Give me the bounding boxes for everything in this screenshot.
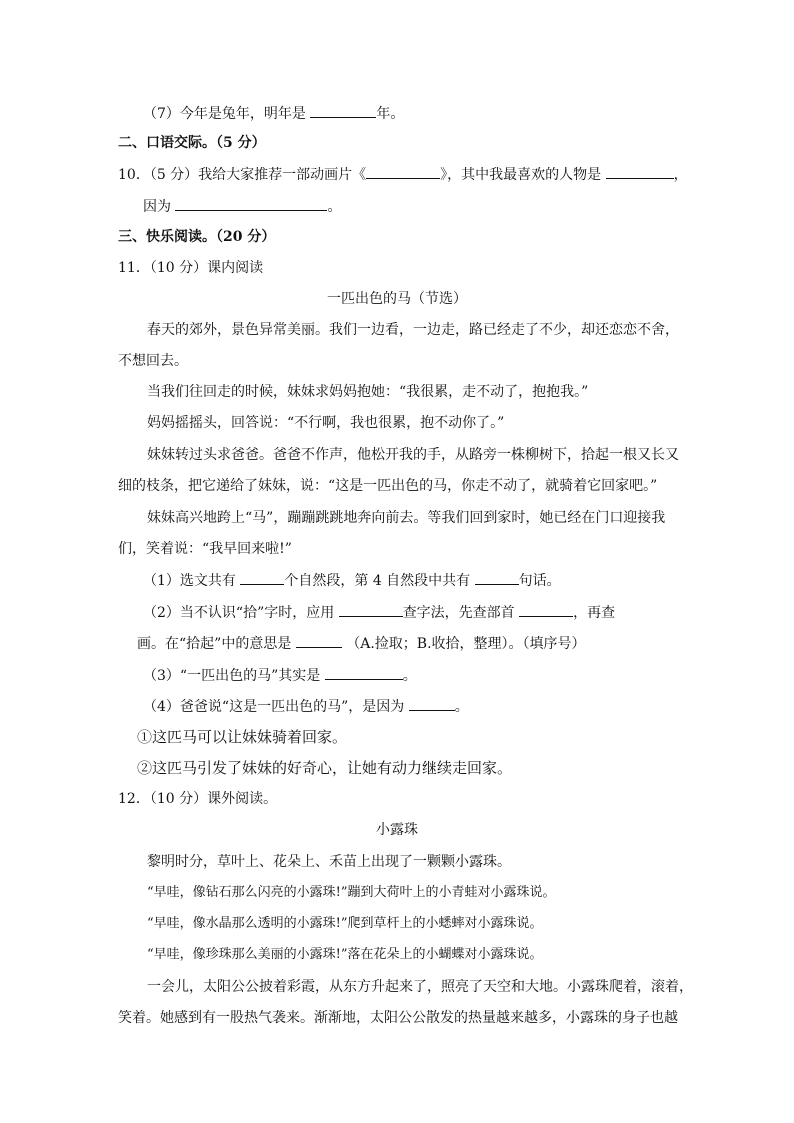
q11-option-2[interactable]: ②这匹马引发了妹妹的好奇心，让她有动力继续走回家。	[137, 759, 513, 777]
q12-para-line: “早哇，像钻石那么闪亮的小露珠!”蹦到大荷叶上的小青蛙对小露珠说。	[147, 885, 556, 900]
q10-blank-film[interactable]	[366, 164, 440, 179]
q10-text-c: ，	[673, 167, 688, 183]
q7-text-before: （7）今年是兔年，明年是	[143, 106, 306, 122]
q10-text-b: 》，其中我最喜欢的人物是	[440, 167, 602, 183]
q10-blank-reason[interactable]	[175, 196, 327, 211]
q11-sub3-a: （3）“一匹出色的马”其实是	[143, 668, 321, 684]
q11-para-line: 当我们往回走的时候，妹妹求妈妈抱她：“我很累，走不动了，抱抱我。”	[147, 384, 589, 400]
q11-sub1-b: 个自然段，第 4 自然段中共有	[284, 573, 471, 589]
q11-heading: 11．（10 分）课内阅读	[118, 260, 264, 276]
q11-sub1-a: （1）选文共有	[143, 573, 236, 589]
q11-title: 一匹出色的马（节选）	[327, 291, 467, 307]
q10-text-end: 。	[327, 199, 342, 215]
q10-text-a: 10．（5 分）我给大家推荐一部动画片《	[118, 167, 367, 183]
q11-sub1-blank2[interactable]	[475, 570, 519, 585]
q11-sub4-b: 。	[454, 699, 469, 715]
q11-para-line: 细的枝条，把它递给了妹妹，说：“这是一匹出色的马，你走不动了，就骑着它回家吧。”	[118, 478, 658, 494]
q12-para-line: “早哇，像珍珠那么美丽的小露珠!”落在花朵上的小蝴蝶对小露珠说。	[147, 947, 543, 962]
section3-heading: 三、快乐阅读。（20 分）	[118, 229, 276, 245]
q12-para-line: 一会儿，太阳公公披着彩霞，从东方升起来了，照亮了天空和大地。小露珠爬着，滚着，	[147, 979, 693, 995]
q11-sub2-d: 画。在“拾起”中的意思是	[137, 636, 292, 652]
q11-sub1-c: 句话。	[518, 573, 561, 589]
q11-sub3	[143, 665, 417, 686]
q7-line	[143, 103, 404, 124]
q12-heading: 12．（10 分）课外阅读。	[118, 791, 278, 807]
q11-option-1[interactable]: ①这匹马可以让妹妹骑着回家。	[137, 728, 348, 746]
q11-sub2-blank-meaning[interactable]	[296, 633, 342, 648]
q12-para-line: 笑着。她感到有一股热气袭来。渐渐地，太阳公公散发的热量越来越多，小露珠的身子也越	[118, 1010, 678, 1026]
q11-sub2-blank-radical[interactable]	[519, 602, 573, 617]
q12-para-line: “早哇，像水晶那么透明的小露珠!”爬到草杆上的小蟋蟀对小露珠说。	[147, 916, 543, 931]
q11-para-line: 妹妹转过头求爸爸。爸爸不作声，他松开我的手，从路旁一株柳树下，拾起一根又长又	[147, 447, 679, 463]
q11-para-line: 妈妈摇摇头，回答说：“不行啊，我也很累，抱不动你了。”	[147, 415, 505, 431]
q11-sub1-blank1[interactable]	[240, 570, 284, 585]
q11-para-line: 们，笑着说：“我早回来啦!”	[118, 541, 292, 557]
q11-sub4	[143, 696, 469, 717]
q11-sub3-blank[interactable]	[325, 665, 403, 680]
q11-sub2-e: （A.捡取；B.收拾，整理）。（填序号）	[346, 636, 586, 652]
q11-sub2-c: ，再查	[573, 605, 616, 621]
q11-sub1	[143, 570, 561, 591]
q12-title: 小露珠	[376, 822, 418, 838]
q7-blank[interactable]	[310, 103, 376, 118]
q10-line2	[143, 196, 341, 217]
q11-para-line: 春天的郊外，景色异常美丽。我们一边看，一边走，路已经走了不少，却还恋恋不舍，	[147, 322, 679, 338]
q11-sub2-a: （2）当不认识“拾”字时，应用	[143, 605, 335, 621]
q11-sub3-b: 。	[402, 668, 417, 684]
q10-line1	[118, 164, 688, 185]
q11-sub2-blank-method[interactable]	[339, 602, 403, 617]
q11-para-line: 不想回去。	[118, 353, 188, 369]
q11-sub2-line1	[143, 602, 615, 623]
q11-sub4-blank[interactable]	[409, 696, 455, 711]
q11-sub2-b: 查字法，先查部首	[402, 605, 515, 621]
q7-text-after: 年。	[376, 106, 405, 122]
q12-para-line: 黎明时分，草叶上、花朵上、禾苗上出现了一颗颗小露珠。	[147, 854, 511, 870]
q11-para-line: 妹妹高兴地跨上“马”，蹦蹦跳跳地奔向前去。等我们回到家时，她已经在门口迎接我	[147, 510, 666, 526]
section2-heading: 二、口语交际。（5 分）	[118, 135, 266, 151]
q10-text-because: 因为	[143, 199, 171, 215]
q11-sub2-line2	[137, 633, 586, 654]
q10-blank-character[interactable]	[606, 164, 674, 179]
q11-sub4-a: （4）爸爸说“这是一匹出色的马”，是因为	[143, 699, 405, 715]
